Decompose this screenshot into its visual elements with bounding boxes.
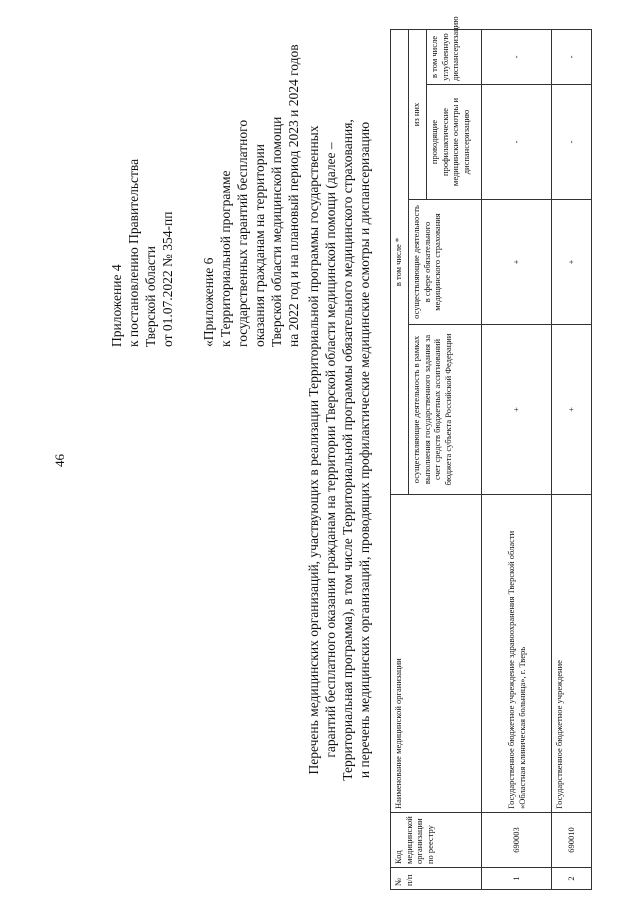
header-code: Код медицинской организации по реестру — [391, 813, 482, 868]
row-deep: - — [482, 29, 552, 84]
row-num: 1 — [482, 868, 552, 890]
row-budget: + — [552, 325, 592, 495]
row-prof: - — [482, 85, 552, 200]
appendix6-line: «Приложение 6 — [201, 257, 216, 347]
appendix6-line: оказания гражданам на территории — [252, 144, 267, 347]
heading-line: Территориальная программа), в том числе Территориальной программы обязательного медицинского страхования, — [340, 119, 355, 781]
row-code: 690003 — [482, 813, 552, 868]
page-number: 46 — [52, 454, 67, 467]
appendix6-block — [200, 44, 302, 347]
appendix4-line: Тверской области — [143, 246, 158, 347]
row-num: 2 — [552, 868, 592, 890]
heading-line: и перечень медицинских организаций, проводящих профилактические медицинские осмотры и диспансеризацию — [357, 121, 372, 779]
header-budget: осуществляющие деятельность в рамках выполнения государственного задания за счет средств бюджетных ассигнований бюджета субъекта Российской Федерации — [409, 325, 482, 495]
header-deep: в том числе углубленную диспансеризацию — [427, 29, 482, 84]
appendix4-line: Приложение 4 — [109, 264, 124, 347]
appendix6-line: Тверской области медицинской помощи — [269, 116, 284, 347]
heading-line: Перечень медицинских организаций, участвующих в реализации Территориальной программы государственных — [306, 125, 321, 775]
row-name: Государственное бюджетное учреждение здравоохранения Тверской области «Областная клиническая больница», г. Тверь — [482, 495, 552, 813]
heading-line: гарантий бесплатного оказания гражданам на территории Тверской области медицинской помощи (далее – — [323, 142, 338, 758]
row-deep: - — [552, 29, 592, 84]
header-prof: проводящие профилактические медицинские осмотры и диспансеризацию — [427, 85, 482, 200]
header-oms: осуществляющие деятельность в сфере обязательного медицинского страхования — [409, 200, 482, 325]
row-code: 690010 — [552, 813, 592, 868]
table-row — [482, 29, 552, 889]
appendix4-block — [108, 159, 176, 347]
appendix4-line: от 01.07.2022 № 354-пп — [160, 211, 175, 347]
table-row — [552, 29, 592, 889]
row-budget: + — [482, 325, 552, 495]
row-prof: - — [552, 85, 592, 200]
header-num: № п/п — [391, 868, 482, 890]
row-name: Государственное бюджетное учреждение — [552, 495, 592, 813]
header-including: в том числе * — [391, 29, 409, 494]
document-heading — [305, 35, 373, 865]
appendix6-line: к Территориальной программе — [218, 170, 233, 347]
organizations-table — [390, 16, 592, 890]
header-name: Наименование медицинской организации — [391, 495, 482, 813]
row-oms: + — [552, 200, 592, 325]
appendix4-line: к постановлению Правительства — [126, 158, 141, 347]
appendix6-line: на 2022 год и на плановый период 2023 и 2024 годов — [286, 44, 301, 347]
row-oms: + — [482, 200, 552, 325]
header-of-them: из них — [409, 29, 427, 199]
appendix6-line: государственных гарантий бесплатного — [235, 119, 250, 347]
